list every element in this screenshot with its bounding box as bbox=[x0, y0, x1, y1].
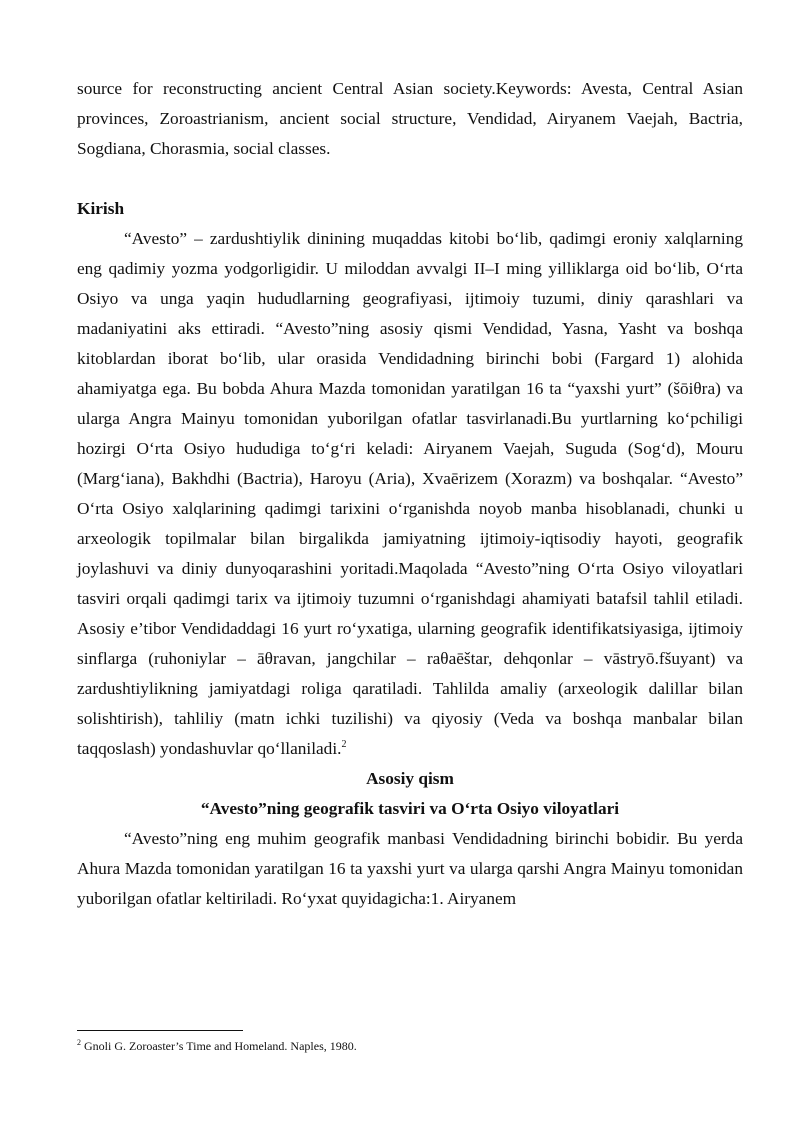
intro-paragraph bbox=[77, 224, 743, 764]
document-page bbox=[77, 74, 743, 914]
footnote-reference[interactable]: 2 bbox=[341, 739, 347, 751]
spacer bbox=[77, 164, 743, 194]
footnote-text: Gnoli G. Zoroaster’s Time and Homeland. Naples, 1980. bbox=[81, 1039, 357, 1053]
main-paragraph: “Avesto”ning eng muhim geografik manbasi Vendidadning birinchi bobidir. Bu yerda Ahura Mazda tomonidan yaratilgan 16 ta yaxshi yurt va ularga qarshi Angra Mainyu tomonidan yuborilgan ofatlar keltiriladi. Ro‘yxat quyidagicha:1. Airyanem bbox=[77, 829, 743, 908]
footnote bbox=[77, 1038, 743, 1054]
footnote-marker: 2 bbox=[77, 1038, 81, 1047]
intro-heading: Kirish bbox=[77, 199, 125, 218]
intro-paragraph-text: “Avesto” – zardushtiylik dinining muqaddas kitobi bo‘lib, qadimgi eroniy xalqlarning eng qadimiy yozma yodgorligidir. U miloddan avvalgi II–I ming yilliklarga oid bo‘lib, O‘rta Osiyo va unga yaqin hududlarning geografiyasi, ijtimoiy tuzumi, diniy qarashlari va madaniyatini aks ettiradi. “Avesto”ning asosiy qismi Vendidad, Yasna, Yasht va boshqa kitoblardan iborat bo‘lib, ular orasida Vendidadning birinchi bobi (Fargard 1) alohida ahamiyatga ega. Bu bobda Ahura Mazda tomonidan yaratilgan 16 ta “yaxshi yurt” (šōiθra) va ularga Angra Mainyu tomonidan yuborilgan ofatlar tasvirlanadi.Bu yurtlarning ko‘pchiligi hozirgi O‘rta Osiyo hududiga to‘g‘ri keladi: Airyanem Vaejah, Suguda (Sog‘d), Mouru (Marg‘iana), Bakhdhi (Bactria), Haroyu (Aria), Xvaērizem (Xorazm) va boshqalar. “Avesto” O‘rta Osiyo xalqlarining qadimgi tarixini o‘rganishda noyob manba hisoblanadi, chunki u arxeologik topilmalar bilan birgalikda jamiyatning ijtimoiy-iqtisodiy hayoti, geografik joylashuvi va diniy dunyoqarashini yoritadi.Maqolada “Avesto”ning O‘rta Osiyo viloyatlari tasviri orqali qadimgi tarix va ijtimoiy tuzumni o‘rganishdagi ahamiyati batafsil tahlil etiladi. Asosiy e’tibor Vendidaddagi 16 yurt ro‘yxatiga, ularning geografik identifikatsiyasiga, ijtimoiy sinflarga (ruhoniylar – āθravan, jangchilar – raθaēštar, dehqonlar – vāstryō.fšuyant) va zardushtiylikning jamiyatdagi roliga qaratiladi. Tahlilda amaliy (arxeologik dalillar bilan solishtirish), tahliliy (matn ichki tuzilishi) va qiyosiy (Veda va boshqa manbalar bilan taqqoslash) yondashuvlar qo‘llaniladi. bbox=[77, 229, 743, 758]
section-subheading: “Avesto”ning geografik tasviri va O‘rta Osiyo viloyatlari bbox=[200, 799, 620, 818]
abstract-tail: source for reconstructing ancient Central Asian society.Keywords: Avesta, Central Asian provinces, Zoroastrianism, ancient social structure, Vendidad, Airyanem Vaejah, Bactria, Sogdiana, Chorasmia, social classes. bbox=[77, 79, 743, 158]
footnote-divider bbox=[77, 1030, 243, 1031]
main-heading: Asosiy qism bbox=[366, 769, 454, 788]
